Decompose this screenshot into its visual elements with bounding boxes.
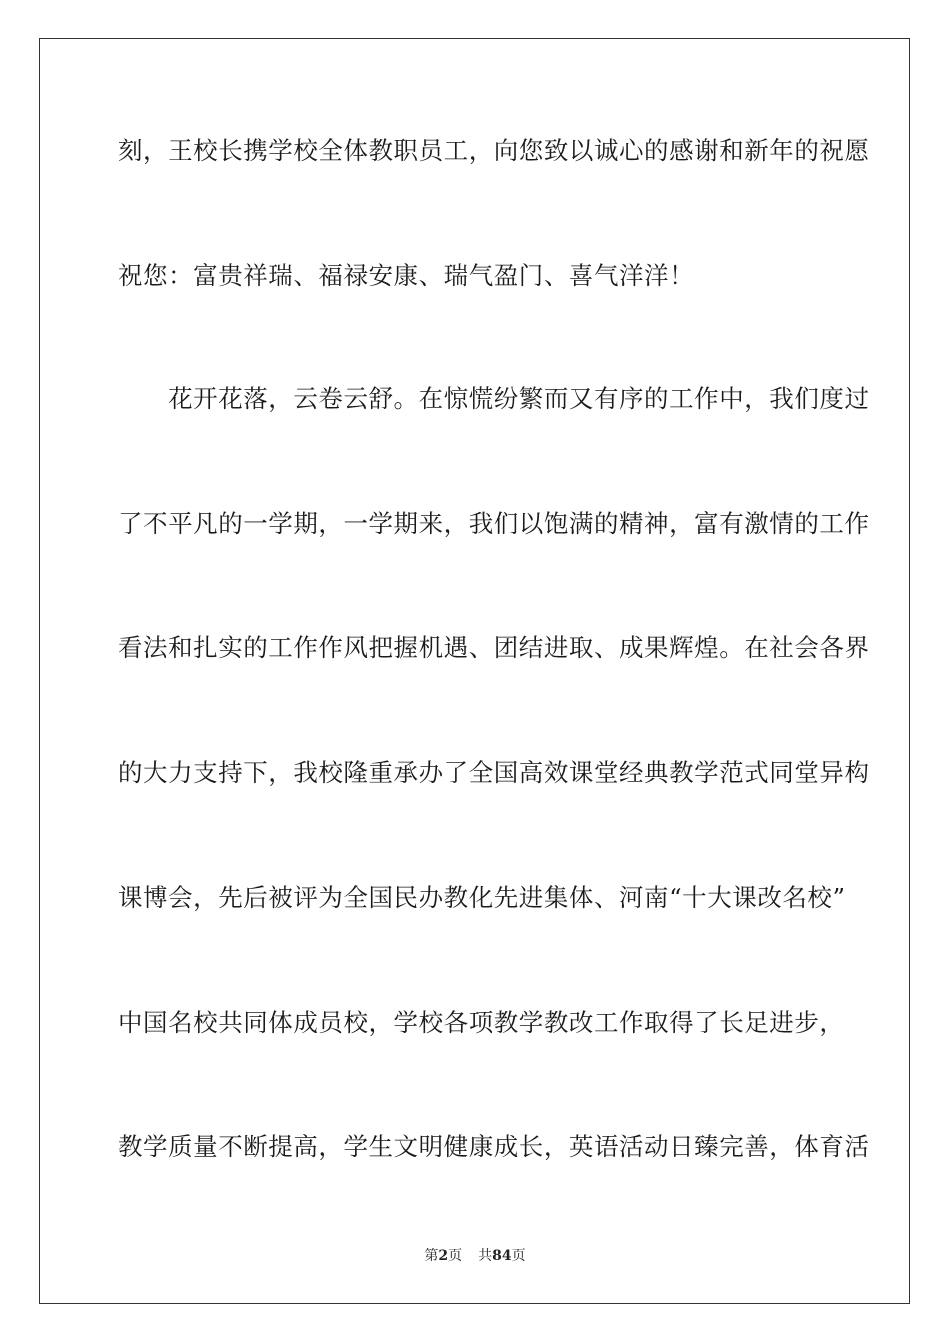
- page-footer: [0, 1247, 950, 1265]
- text-line-2: 祝您：富贵祥瑞、福禄安康、瑞气盈门、喜气洋洋！: [118, 261, 695, 290]
- text-line-4: 了不平凡的一学期，一学期来，我们以饱满的精神，富有激情的工作: [118, 509, 870, 538]
- total-suffix: 页: [511, 1248, 526, 1264]
- total-pages: 84: [492, 1248, 512, 1264]
- text-line-8: 中国名校共同体成员校，学校各项教学教改工作取得了长足进步，: [118, 1008, 845, 1037]
- page-prefix: 第: [424, 1248, 439, 1264]
- text-line-6: 的大力支持下，我校隆重承办了全国高效课堂经典教学范式同堂异构: [118, 758, 870, 787]
- text-line-3: 花开花落，云卷云舒。在惊慌纷繁而又有序的工作中，我们度过: [118, 384, 870, 413]
- text-line-5: 看法和扎实的工作作风把握机遇、团结进取、成果辉煌。在社会各界: [118, 633, 870, 662]
- total-prefix: 共: [478, 1248, 493, 1264]
- page-suffix: 页: [448, 1248, 463, 1264]
- text-line-1: 刻，王校长携学校全体教职员工，向您致以诚心的感谢和新年的祝愿: [118, 136, 870, 165]
- text-line-9: 教学质量不断提高，学生文明健康成长，英语活动日臻完善，体育活: [118, 1132, 870, 1161]
- text-line-7: 课博会，先后被评为全国民办教化先进集体、河南“十大课改名校”: [118, 883, 846, 912]
- page-number: 2: [438, 1248, 449, 1264]
- page-border: [39, 38, 910, 1304]
